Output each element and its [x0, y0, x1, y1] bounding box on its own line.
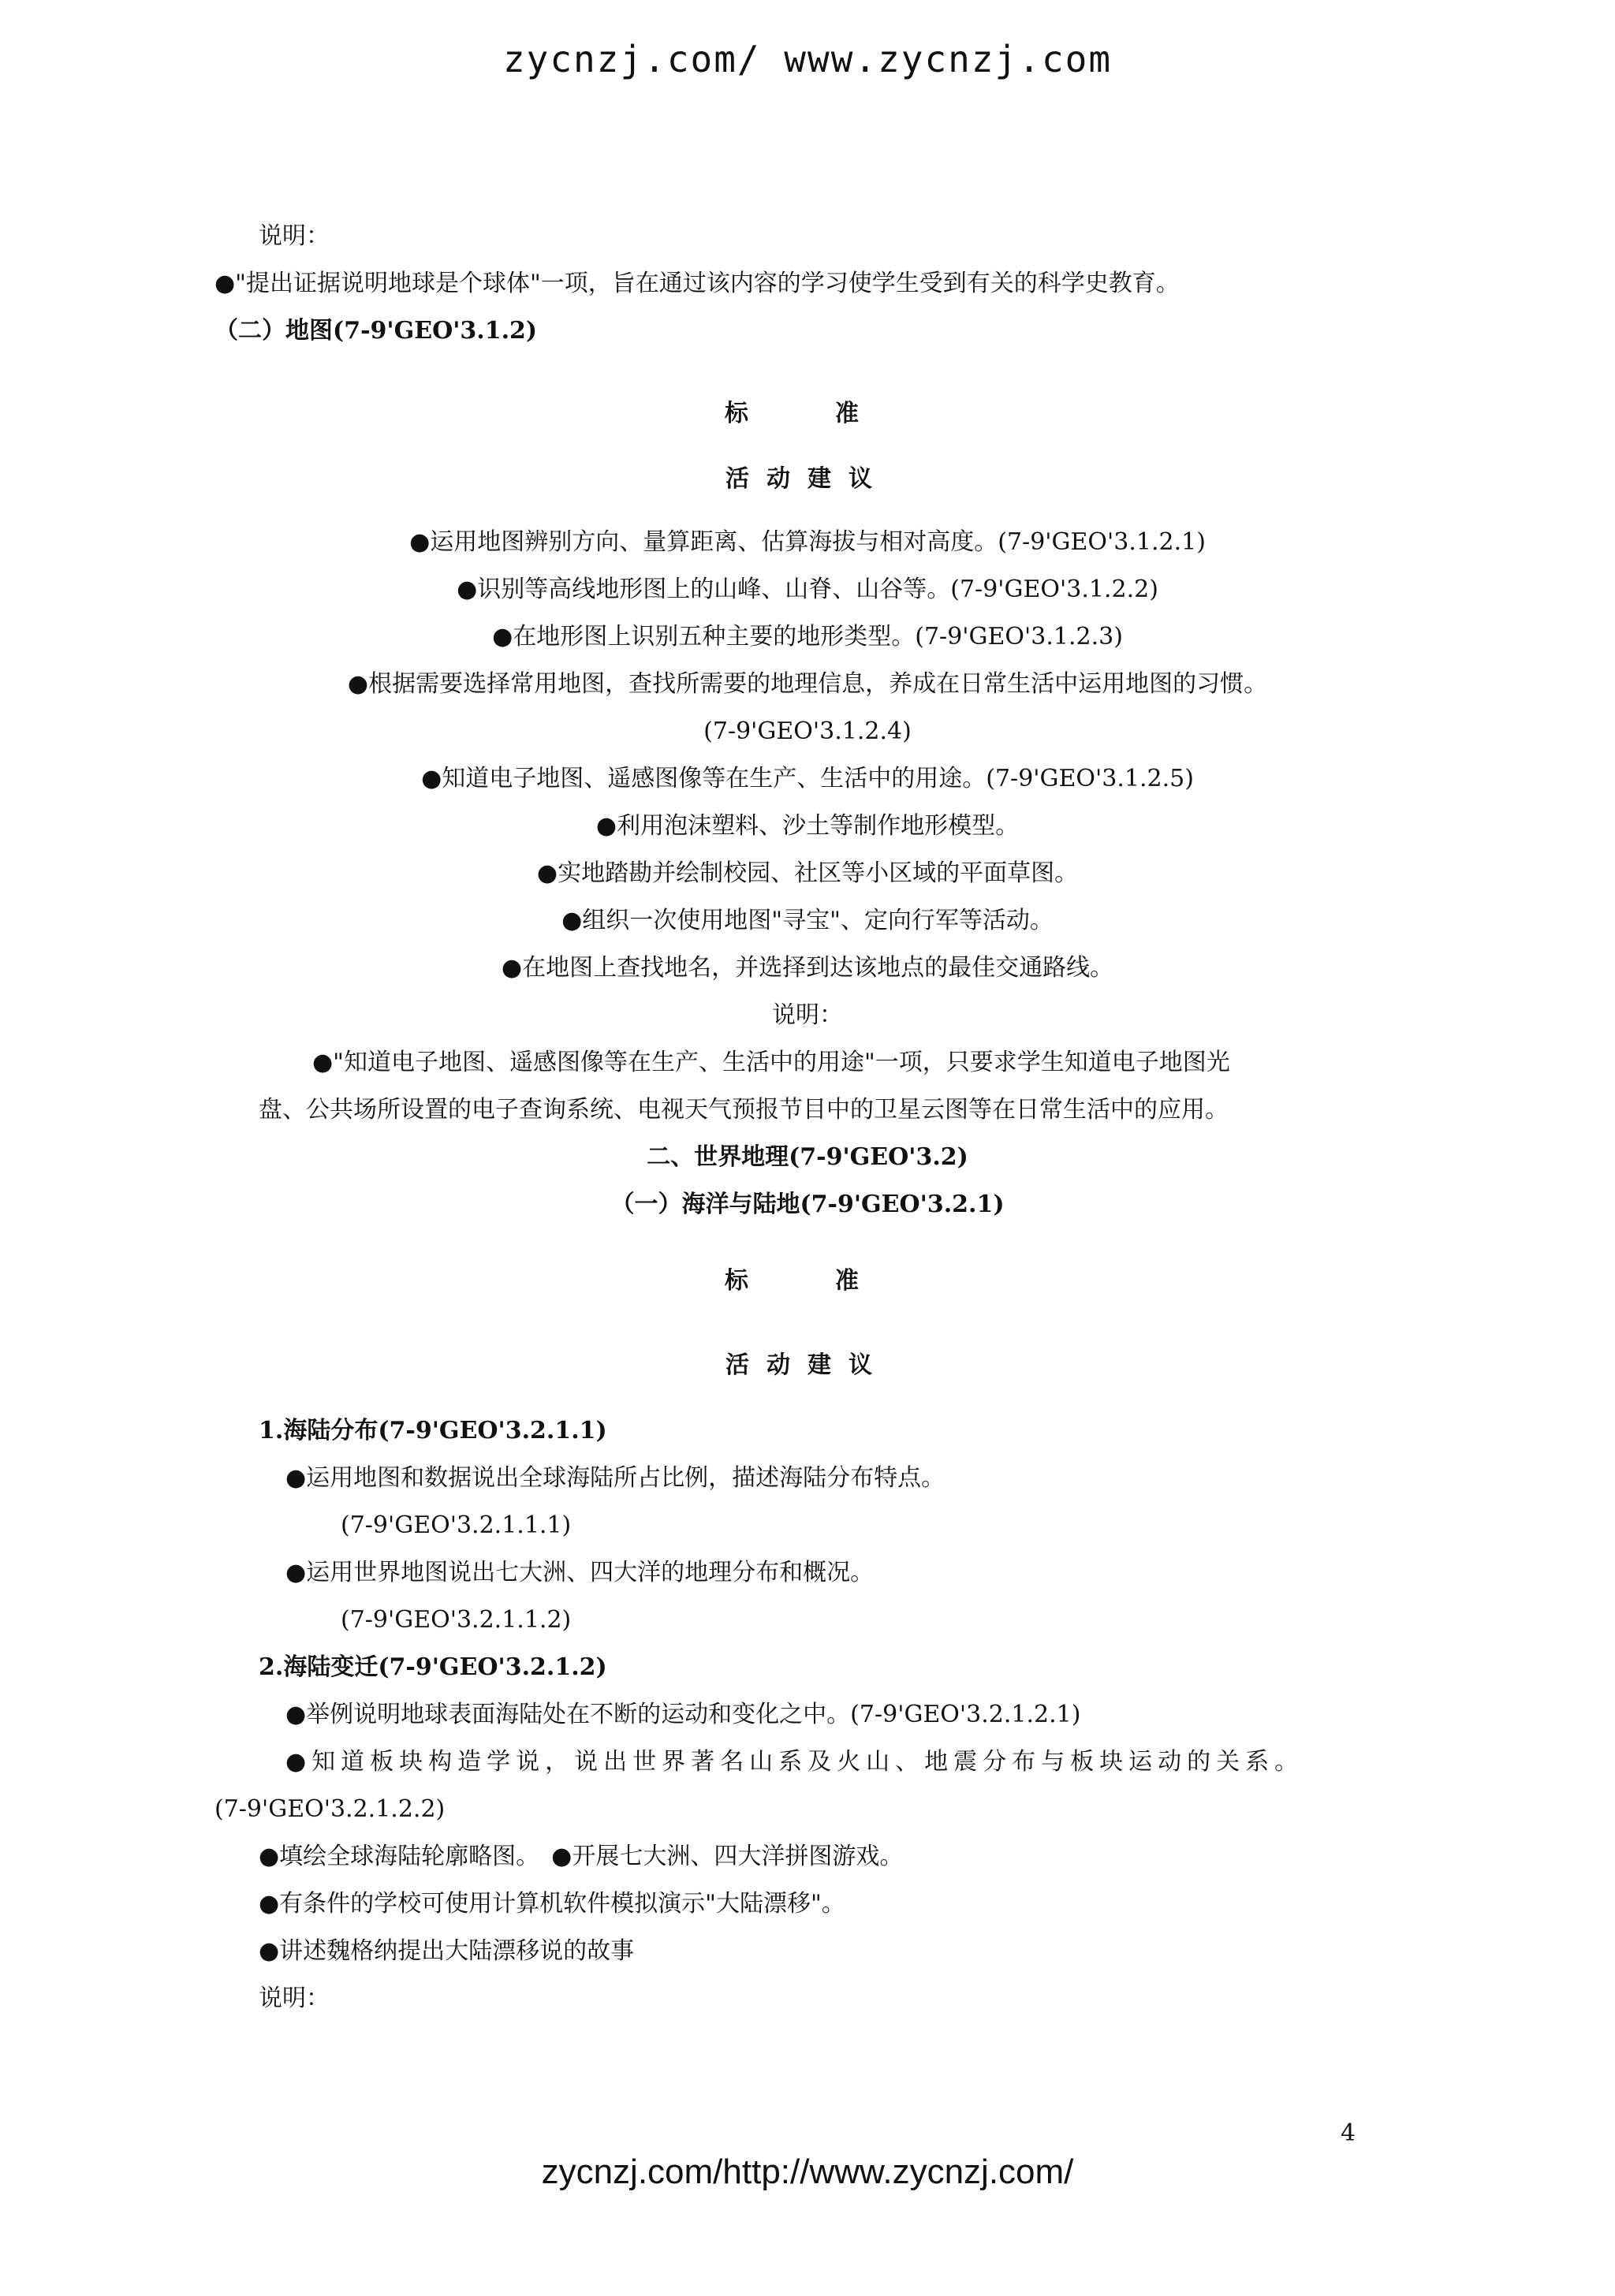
list-item: ●组织一次使用地图"寻宝"、定向行军等活动。	[561, 907, 1054, 934]
section-heading-world: 二、世界地理(7-9'GEO'3.2)	[647, 1143, 968, 1171]
list-item-code: (7-9'GEO'3.1.2.4)	[703, 718, 912, 745]
page-number: 4	[1341, 2119, 1356, 2147]
activity-item: ●有条件的学校可使用计算机软件模拟演示"大陆漂移"。	[259, 1890, 845, 1918]
header-watermark: zycnzj.com/ www.zycnzj.com	[502, 38, 1113, 80]
subsection-title: 1.海陆分布(7-9'GEO'3.2.1.1)	[259, 1417, 607, 1444]
list-item: ●根据需要选择常用地图，查找所需要的地理信息，养成在日常生活中运用地图的习惯。	[347, 670, 1268, 698]
list-item: ●运用世界地图说出七大洲、四大洋的地理分布和概况。	[285, 1559, 875, 1586]
list-item: ●举例说明地球表面海陆处在不断的运动和变化之中。(7-9'GEO'3.2.1.2.1)	[285, 1701, 1081, 1728]
activity-item: ●填绘全球海陆轮廓略图。 ●开展七大洲、四大洋拼图游戏。	[259, 1843, 904, 1870]
note-label: 说明：	[259, 1985, 330, 2012]
list-item: ●识别等高线地形图上的山峰、山脊、山谷等。(7-9'GEO'3.1.2.2)	[457, 576, 1158, 603]
activity-heading: 活动建议	[725, 1351, 890, 1379]
list-item: ●在地形图上识别五种主要的地形类型。(7-9'GEO'3.1.2.3)	[492, 623, 1123, 650]
list-item: ●实地踏勘并绘制校园、社区等小区域的平面草图。	[536, 859, 1079, 887]
list-item: ●在地图上查找地名，并选择到达该地点的最佳交通路线。	[501, 954, 1114, 982]
standard-heading: 标 准	[725, 1267, 890, 1295]
activity-item: ●讲述魏格纳提出大陆漂移说的故事	[259, 1937, 635, 1965]
list-item-code: (7-9'GEO'3.2.1.1.2)	[341, 1606, 572, 1634]
list-item: ●利用泡沫塑料、沙土等制作地形模型。	[595, 812, 1020, 840]
note-label: 说明：	[772, 1001, 843, 1029]
subsection-title: 2.海陆变迁(7-9'GEO'3.2.1.2)	[259, 1653, 607, 1681]
section-heading-ocean: （一）海洋与陆地(7-9'GEO'3.2.1)	[610, 1191, 1005, 1218]
list-item: ●运用地图辨别方向、量算距离、估算海拔与相对高度。(7-9'GEO'3.1.2.1)	[409, 528, 1206, 556]
section-heading-map: （二）地图(7-9'GEO'3.1.2)	[214, 317, 538, 345]
list-item: ●知道板块构造学说，说出世界著名山系及火山、地震分布与板块运动的关系。	[285, 1748, 1304, 1776]
activity-heading: 活动建议	[725, 465, 890, 493]
list-item: ●运用地图和数据说出全球海陆所占比例，描述海陆分布特点。	[285, 1464, 946, 1492]
note-text: ●"知道电子地图、遥感图像等在生产、生活中的用途"一项，只要求学生知道电子地图光	[312, 1049, 1230, 1076]
standard-heading: 标 准	[725, 400, 890, 427]
list-item-code: (7-9'GEO'3.2.1.1.1)	[341, 1511, 572, 1539]
list-item-code: (7-9'GEO'3.2.1.2.2)	[214, 1795, 446, 1823]
list-item: ●知道电子地图、遥感图像等在生产、生活中的用途。(7-9'GEO'3.1.2.5)	[421, 765, 1194, 792]
footer-watermark: zycnzj.com/http://www.zycnzj.com/	[541, 2152, 1074, 2191]
note-label: 说明：	[259, 222, 330, 250]
note-text: ●"提出证据说明地球是个球体"一项，旨在通过该内容的学习使学生受到有关的科学史教育。	[214, 270, 1180, 297]
note-text: 盘、公共场所设置的电子查询系统、电视天气预报节目中的卫星云图等在日常生活中的应用。	[259, 1096, 1229, 1124]
